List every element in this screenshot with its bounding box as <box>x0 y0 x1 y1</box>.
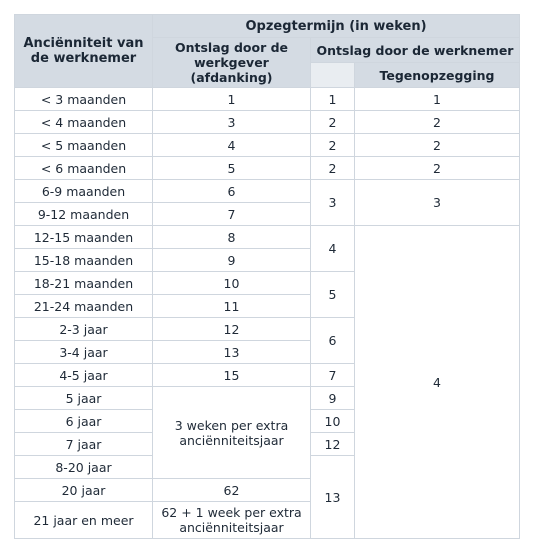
counter-weeks-cell: 2 <box>355 157 520 180</box>
employer-dismissal-header: Ontslag door de werkgever (afdanking) <box>153 38 311 88</box>
header-row-1 <box>15 15 520 38</box>
seniority-cell: 18-21 maanden <box>15 272 153 295</box>
empty-subheader-cell <box>311 63 355 88</box>
seniority-cell: < 3 maanden <box>15 88 153 111</box>
seniority-header: Anciënniteit van de werknemer <box>15 15 153 88</box>
table-row <box>15 226 520 249</box>
counter-weeks-cell: 3 <box>355 180 520 226</box>
counter-weeks-cell: 2 <box>355 134 520 157</box>
seniority-cell: < 5 maanden <box>15 134 153 157</box>
employer-weeks-cell: 62 <box>153 479 311 502</box>
table-row <box>15 134 520 157</box>
employee-weeks-cell: 1 <box>311 88 355 111</box>
counter-weeks-cell: 4 <box>355 226 520 539</box>
seniority-cell: 7 jaar <box>15 433 153 456</box>
employer-weeks-cell: 5 <box>153 157 311 180</box>
employee-weeks-cell: 2 <box>311 111 355 134</box>
seniority-cell: 6-9 maanden <box>15 180 153 203</box>
employer-weeks-cell: 10 <box>153 272 311 295</box>
employee-weeks-cell: 3 <box>311 180 355 226</box>
employer-weeks-cell: 15 <box>153 364 311 387</box>
seniority-cell: 15-18 maanden <box>15 249 153 272</box>
employer-weeks-cell: 4 <box>153 134 311 157</box>
employer-weeks-cell: 6 <box>153 180 311 203</box>
seniority-cell: < 6 maanden <box>15 157 153 180</box>
counter-weeks-cell: 1 <box>355 88 520 111</box>
employer-weeks-cell: 3 weken per extra anciënniteitsjaar <box>153 387 311 479</box>
seniority-cell: 8-20 jaar <box>15 456 153 479</box>
seniority-cell: < 4 maanden <box>15 111 153 134</box>
employee-weeks-cell: 2 <box>311 157 355 180</box>
employer-weeks-cell: 62 + 1 week per extra anciënniteitsjaar <box>153 502 311 539</box>
employer-weeks-cell: 12 <box>153 318 311 341</box>
employer-weeks-cell: 13 <box>153 341 311 364</box>
counter-notice-header: Tegenopzegging <box>355 63 520 88</box>
employee-weeks-cell: 9 <box>311 387 355 410</box>
seniority-cell: 6 jaar <box>15 410 153 433</box>
notice-period-table <box>14 14 520 539</box>
seniority-cell: 21-24 maanden <box>15 295 153 318</box>
seniority-cell: 2-3 jaar <box>15 318 153 341</box>
table-row <box>15 157 520 180</box>
employee-weeks-cell: 6 <box>311 318 355 364</box>
employer-weeks-cell: 7 <box>153 203 311 226</box>
counter-weeks-cell: 2 <box>355 111 520 134</box>
employee-resignation-header: Ontslag door de werknemer <box>311 38 520 63</box>
seniority-cell: 3-4 jaar <box>15 341 153 364</box>
employer-weeks-cell: 11 <box>153 295 311 318</box>
employer-weeks-cell: 9 <box>153 249 311 272</box>
employer-weeks-cell: 3 <box>153 111 311 134</box>
employee-weeks-cell: 5 <box>311 272 355 318</box>
notice-period-header: Opzegtermijn (in weken) <box>153 15 520 38</box>
employee-weeks-cell: 7 <box>311 364 355 387</box>
employee-weeks-cell: 13 <box>311 456 355 539</box>
seniority-cell: 20 jaar <box>15 479 153 502</box>
table-row <box>15 180 520 203</box>
employer-weeks-cell: 8 <box>153 226 311 249</box>
employer-weeks-cell: 1 <box>153 88 311 111</box>
seniority-cell: 21 jaar en meer <box>15 502 153 539</box>
table-row <box>15 88 520 111</box>
seniority-cell: 12-15 maanden <box>15 226 153 249</box>
seniority-cell: 9-12 maanden <box>15 203 153 226</box>
table-row <box>15 111 520 134</box>
seniority-cell: 5 jaar <box>15 387 153 410</box>
employee-weeks-cell: 12 <box>311 433 355 456</box>
seniority-cell: 4-5 jaar <box>15 364 153 387</box>
employee-weeks-cell: 2 <box>311 134 355 157</box>
employee-weeks-cell: 4 <box>311 226 355 272</box>
employee-weeks-cell: 10 <box>311 410 355 433</box>
